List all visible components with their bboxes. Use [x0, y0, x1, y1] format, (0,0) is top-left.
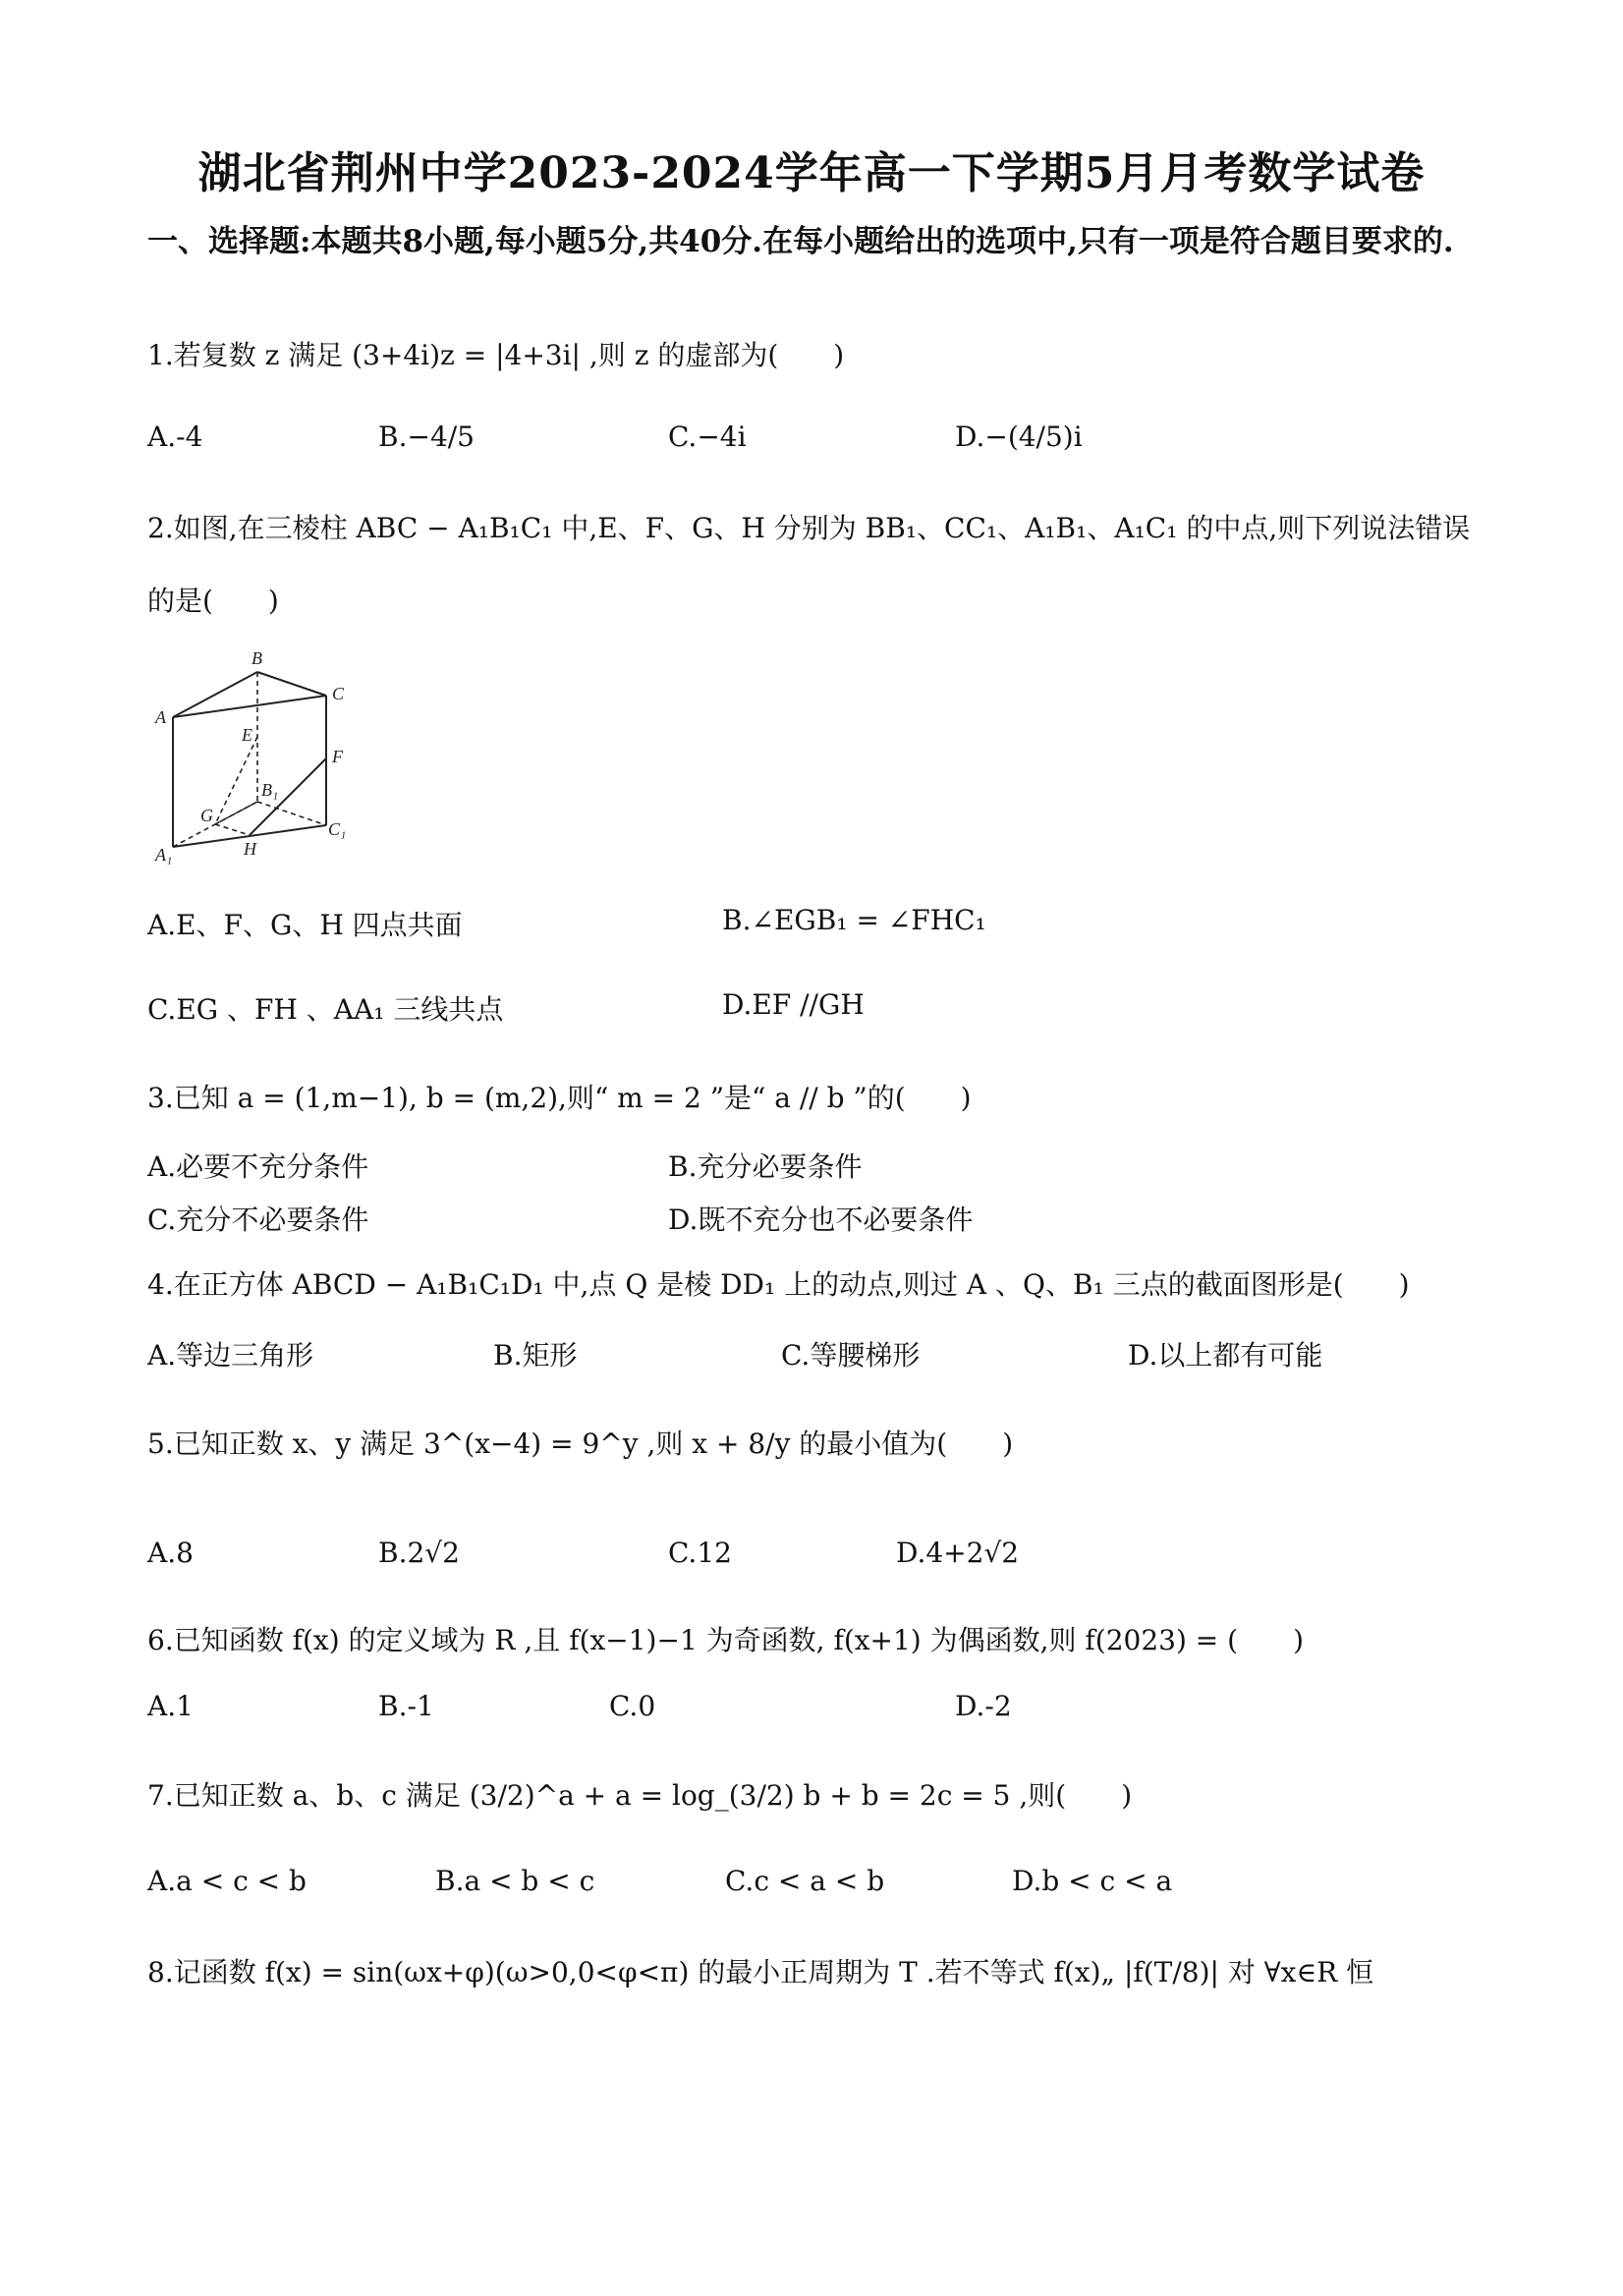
q5-option-b: B.2√2 [378, 1537, 460, 1569]
question-6-stem: 6.已知函数 f(x) 的定义域为 R ,且 f(x−1)−1 为奇函数, f(x+1) 为偶函数,则 f(2023) = ( ) [147, 1624, 1305, 1656]
question-1-stem: 1.若复数 z 满足 (3+4i)z = |4+3i| ,则 z 的虚部为( ) [147, 339, 845, 371]
label-f: F [332, 747, 343, 766]
section-heading: 一、选择题:本题共8小题,每小题5分,共40分.在每小题给出的选项中,只有一项是符合题目要求的. [147, 224, 1454, 259]
q5-option-a: A.8 [147, 1537, 194, 1569]
q7-option-d: D.b < c < a [1012, 1865, 1173, 1897]
q5-option-c: C.12 [668, 1537, 732, 1569]
question-2-stem: 2.如图,在三棱柱 ABC − A₁B₁C₁ 中,E、F、G、H 分别为 BB₁、CC₁、A₁B₁、A₁C₁ 的中点,则下列说法错误 [147, 512, 1471, 544]
q4-option-a: A.等边三角形 [147, 1339, 314, 1372]
q3-option-c: C.充分不必要条件 [147, 1204, 369, 1236]
q6-option-c: C.0 [609, 1690, 656, 1722]
q4-option-c: C.等腰梯形 [781, 1339, 921, 1372]
label-g: G [200, 806, 213, 825]
q3-option-a: A.必要不充分条件 [147, 1150, 369, 1183]
q2-option-a: A.E、F、G、H 四点共面 [147, 909, 463, 941]
question-4-stem: 4.在正方体 ABCD − A₁B₁C₁D₁ 中,点 Q 是棱 DD₁ 上的动点,则过 A 、Q、B₁ 三点的截面图形是( ) [147, 1268, 1410, 1301]
q2-option-c: C.EG 、FH 、AA₁ 三线共点 [147, 993, 504, 1026]
question-2-stem-cont: 的是( ) [147, 585, 279, 617]
label-a1: A₁ [155, 845, 173, 865]
label-a: A [155, 707, 166, 727]
q3-option-b: B.充分必要条件 [668, 1150, 863, 1183]
q6-option-d: D.-2 [955, 1690, 1012, 1722]
label-b1: B₁ [261, 780, 279, 800]
label-c: C [332, 684, 345, 703]
q1-option-b: B.−4/5 [378, 420, 475, 453]
exam-title: 湖北省荆州中学2023-2024学年高一下学期5月月考数学试卷 [197, 148, 1426, 198]
q1-option-d: D.−(4/5)i [955, 420, 1083, 453]
q2-option-d: D.EF //GH [722, 988, 865, 1021]
question-8-stem: 8.记函数 f(x) = sin(ωx+φ)(ω>0,0<φ<π) 的最小正周期为 T .若不等式 f(x)„ |f(T/8)| 对 ∀x∈R 恒 [147, 1956, 1374, 1988]
question-7-stem: 7.已知正数 a、b、c 满足 (3/2)^a + a = log_(3/2) b + b = 2c = 5 ,则( ) [147, 1779, 1133, 1812]
q7-option-c: C.c < a < b [725, 1865, 885, 1897]
label-h: H [244, 839, 256, 859]
q4-option-b: B.矩形 [493, 1339, 578, 1372]
q4-option-d: D.以上都有可能 [1128, 1339, 1323, 1372]
label-c1: C₁ [328, 819, 347, 839]
prism-figure [147, 639, 364, 865]
q5-option-d: D.4+2√2 [896, 1537, 1020, 1569]
question-3-stem: 3.已知 a = (1,m−1), b = (m,2),则“ m = 2 ”是“ a // b ”的( ) [147, 1082, 972, 1114]
q7-option-a: A.a < c < b [147, 1865, 307, 1897]
q2-option-b: B.∠EGB₁ = ∠FHC₁ [722, 904, 986, 936]
q1-option-c: C.−4i [668, 420, 747, 453]
label-e: E [242, 725, 252, 745]
q7-option-b: B.a < b < c [435, 1865, 595, 1897]
q3-option-d: D.既不充分也不必要条件 [668, 1204, 974, 1236]
label-b: B [252, 648, 262, 668]
question-5-stem: 5.已知正数 x、y 满足 3^(x−4) = 9^y ,则 x + 8/y 的最小值为( ) [147, 1428, 1014, 1460]
q1-option-a: A.-4 [147, 420, 203, 453]
q6-option-a: A.1 [147, 1690, 194, 1722]
q6-option-b: B.-1 [378, 1690, 434, 1722]
